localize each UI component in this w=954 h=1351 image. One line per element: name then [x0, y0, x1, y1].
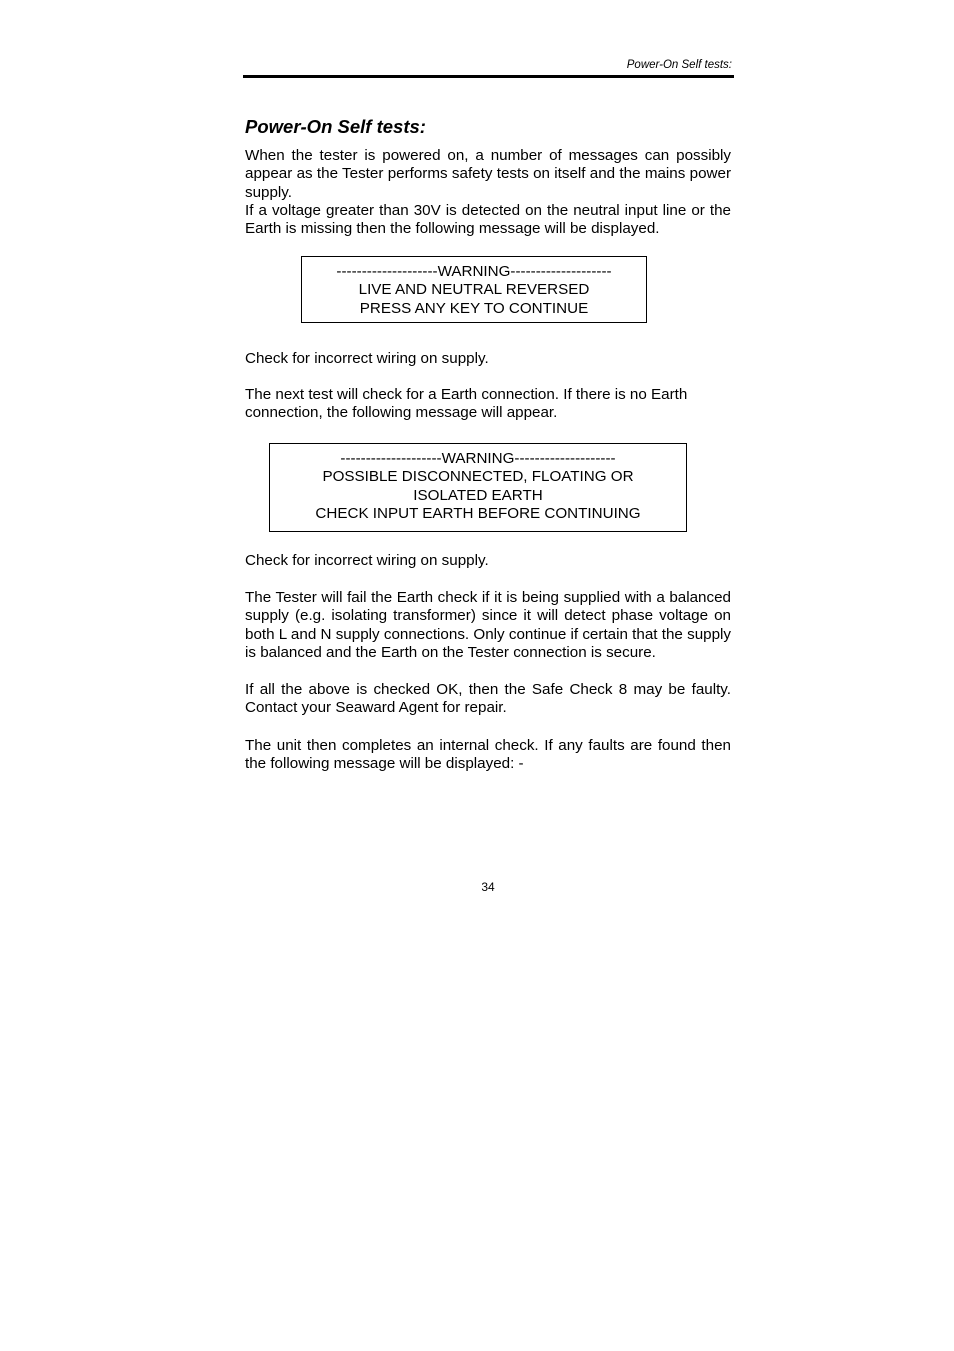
warning-box-earth [269, 443, 687, 532]
warning-heading: --------------------WARNING-------------------- [336, 263, 612, 280]
check-wiring-paragraph-2: Check for incorrect wiring on supply. [245, 552, 489, 569]
running-header: Power-On Self tests: [626, 59, 732, 71]
page-number: 34 [481, 880, 495, 894]
earth-test-paragraph: The next test will check for a Earth connection. If there is no Earth connection, the following message will appear. [245, 386, 688, 422]
header-rule [243, 75, 734, 78]
warning-line: CHECK INPUT EARTH BEFORE CONTINUING [315, 505, 641, 523]
internal-check-paragraph: The unit then completes an internal check. If any faults are found then the following message will be displayed: - [245, 737, 731, 773]
section-title: Power-On Self tests: [245, 116, 426, 137]
warning-line: LIVE AND NEUTRAL REVERSED [358, 281, 590, 299]
warning-heading: --------------------WARNING-------------------- [340, 450, 616, 467]
warning-line: PRESS ANY KEY TO CONTINUE [359, 299, 589, 317]
warning-line: ISOLATED EARTH [413, 486, 543, 504]
warning-line: POSSIBLE DISCONNECTED, FLOATING OR [322, 468, 634, 486]
warning-box-reversed [301, 256, 647, 323]
balanced-supply-paragraph: The Tester will fail the Earth check if it is being supplied with a balanced supply (e.g. isolating transformer) since it will detect phase voltage on both L and N supply connections. Only continue if certain that the supply is balanced and the Earth on the Tester connection is secure. [245, 589, 731, 662]
faulty-paragraph: If all the above is checked OK, then the Safe Check 8 may be faulty. Contact your Seaward Agent for repair. [245, 681, 731, 717]
intro-paragraph-1: When the tester is powered on, a number of messages can possibly appear as the Tester performs safety tests on itself and the mains power supply. [245, 147, 731, 201]
check-wiring-paragraph-1: Check for incorrect wiring on supply. [245, 350, 489, 367]
intro-paragraph-2: If a voltage greater than 30V is detected on the neutral input line or the Earth is missing then the following message will be displayed. [245, 202, 731, 238]
